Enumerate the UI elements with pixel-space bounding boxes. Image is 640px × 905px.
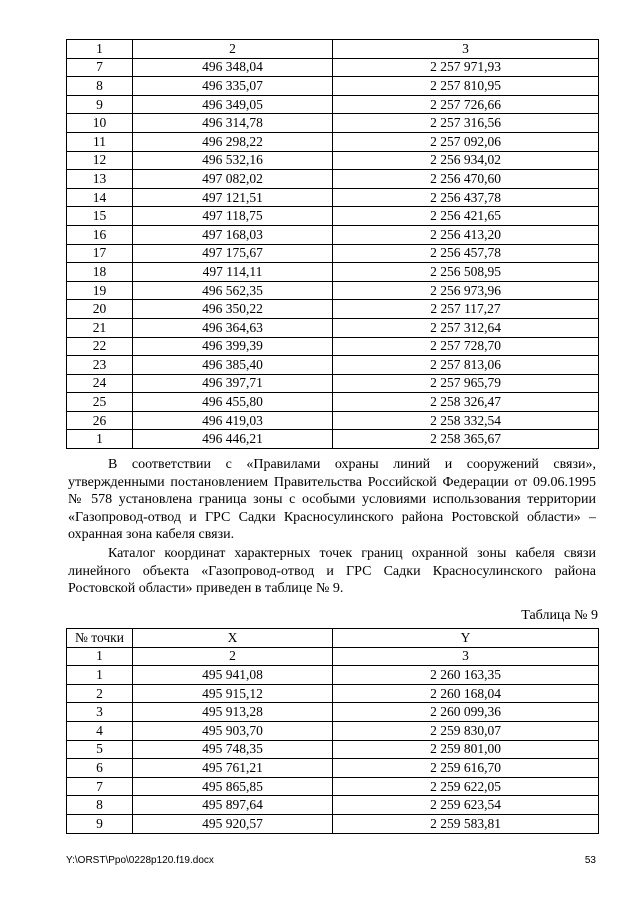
paragraph-text: Каталог координат характерных точек границ охранной зоны кабеля связи линейного объекта «Газопровод-отвод и ГРС Садки Красносулинского района Ростовской области» приведен в таблице № 9. xyxy=(68,546,596,597)
table-body xyxy=(67,58,599,448)
table-body xyxy=(67,666,599,833)
point-number-cell: 5 xyxy=(67,740,133,759)
point-number-cell: 6 xyxy=(67,759,133,778)
x-coordinate-cell: 497 121,51 xyxy=(133,188,333,207)
y-coordinate-cell: 2 257 092,06 xyxy=(333,132,599,151)
table-row xyxy=(67,374,599,393)
x-coordinate-cell: 496 399,39 xyxy=(133,337,333,356)
y-coordinate-cell: 2 256 508,95 xyxy=(333,263,599,282)
y-coordinate-cell: 2 259 616,70 xyxy=(333,759,599,778)
page-number: 53 xyxy=(584,855,596,866)
header-cell: 2 xyxy=(133,40,333,59)
y-coordinate-cell: 2 258 326,47 xyxy=(333,393,599,412)
table-row xyxy=(67,263,599,282)
table-row xyxy=(67,188,599,207)
table-row xyxy=(67,170,599,189)
y-coordinate-cell: 2 256 973,96 xyxy=(333,281,599,300)
x-coordinate-cell: 495 915,12 xyxy=(133,684,333,703)
point-number-cell: 16 xyxy=(67,225,133,244)
x-coordinate-cell: 496 397,71 xyxy=(133,374,333,393)
point-number-cell: 8 xyxy=(67,77,133,96)
x-coordinate-cell: 496 446,21 xyxy=(133,430,333,449)
table-row xyxy=(67,759,599,778)
point-number-cell: 21 xyxy=(67,318,133,337)
x-coordinate-cell: 495 941,08 xyxy=(133,666,333,685)
table-header-numbering xyxy=(67,647,599,666)
x-coordinate-cell: 496 532,16 xyxy=(133,151,333,170)
table-row xyxy=(67,95,599,114)
y-coordinate-cell: 2 257 728,70 xyxy=(333,337,599,356)
x-coordinate-cell: 495 903,70 xyxy=(133,721,333,740)
y-coordinate-cell: 2 260 168,04 xyxy=(333,684,599,703)
table-row xyxy=(67,666,599,685)
table-row xyxy=(67,796,599,815)
y-coordinate-cell: 2 260 163,35 xyxy=(333,666,599,685)
point-number-cell: 11 xyxy=(67,132,133,151)
x-coordinate-cell: 495 920,57 xyxy=(133,814,333,833)
table-row xyxy=(67,356,599,375)
y-coordinate-cell: 2 259 623,54 xyxy=(333,796,599,815)
table-row xyxy=(67,151,599,170)
y-coordinate-cell: 2 258 332,54 xyxy=(333,411,599,430)
column-header-y: Y xyxy=(333,629,599,648)
x-coordinate-cell: 495 761,21 xyxy=(133,759,333,778)
y-coordinate-cell: 2 257 965,79 xyxy=(333,374,599,393)
table-row xyxy=(67,740,599,759)
x-coordinate-cell: 495 913,28 xyxy=(133,703,333,722)
x-coordinate-cell: 495 865,85 xyxy=(133,777,333,796)
x-coordinate-cell: 496 348,04 xyxy=(133,58,333,77)
point-number-cell: 26 xyxy=(67,411,133,430)
y-coordinate-cell: 2 256 470,60 xyxy=(333,170,599,189)
paragraph-text: В соответствии с «Правилами охраны линий и сооружений связи», утвержденными постановлением Правительства Российской Федерации от 09.06.1995 № 578 установлена граница зоны с особыми условиями использования территории «Газопровод-отвод и ГРС Садки Красносулинского района Ростовской области» – охранная зона кабеля связи. xyxy=(68,457,596,543)
point-number-cell: 20 xyxy=(67,300,133,319)
y-coordinate-cell: 2 257 726,66 xyxy=(333,95,599,114)
table-header-columns xyxy=(67,629,599,648)
y-coordinate-cell: 2 257 810,95 xyxy=(333,77,599,96)
paragraph-catalog-reference xyxy=(68,545,596,598)
point-number-cell: 8 xyxy=(67,796,133,815)
table-row xyxy=(67,281,599,300)
header-cell: 3 xyxy=(333,647,599,666)
point-number-cell: 18 xyxy=(67,263,133,282)
table-row xyxy=(67,777,599,796)
x-coordinate-cell: 496 335,07 xyxy=(133,77,333,96)
x-coordinate-cell: 496 455,80 xyxy=(133,393,333,412)
point-number-cell: 25 xyxy=(67,393,133,412)
paragraph-protection-zone xyxy=(68,456,596,544)
point-number-cell: 15 xyxy=(67,207,133,226)
y-coordinate-cell: 2 257 971,93 xyxy=(333,58,599,77)
x-coordinate-cell: 496 350,22 xyxy=(133,300,333,319)
point-number-cell: 12 xyxy=(67,151,133,170)
y-coordinate-cell: 2 256 457,78 xyxy=(333,244,599,263)
point-number-cell: 9 xyxy=(67,814,133,833)
table-row xyxy=(67,703,599,722)
table-row xyxy=(67,300,599,319)
y-coordinate-cell: 2 258 365,67 xyxy=(333,430,599,449)
table-row xyxy=(67,114,599,133)
y-coordinate-cell: 2 256 437,78 xyxy=(333,188,599,207)
x-coordinate-cell: 496 385,40 xyxy=(133,356,333,375)
y-coordinate-cell: 2 256 934,02 xyxy=(333,151,599,170)
table-row xyxy=(67,430,599,449)
table-row xyxy=(67,411,599,430)
y-coordinate-cell: 2 260 099,36 xyxy=(333,703,599,722)
table-row xyxy=(67,318,599,337)
coordinates-table-9 xyxy=(66,628,599,834)
coordinates-table-continued xyxy=(66,39,599,449)
column-header-x: X xyxy=(133,629,333,648)
x-coordinate-cell: 497 175,67 xyxy=(133,244,333,263)
point-number-cell: 1 xyxy=(67,430,133,449)
y-coordinate-cell: 2 257 312,64 xyxy=(333,318,599,337)
point-number-cell: 7 xyxy=(67,58,133,77)
point-number-cell: 17 xyxy=(67,244,133,263)
y-coordinate-cell: 2 259 830,07 xyxy=(333,721,599,740)
x-coordinate-cell: 496 364,63 xyxy=(133,318,333,337)
point-number-cell: 3 xyxy=(67,703,133,722)
point-number-cell: 14 xyxy=(67,188,133,207)
header-cell: 2 xyxy=(133,647,333,666)
table-row xyxy=(67,721,599,740)
x-coordinate-cell: 497 168,03 xyxy=(133,225,333,244)
y-coordinate-cell: 2 256 421,65 xyxy=(333,207,599,226)
point-number-cell: 9 xyxy=(67,95,133,114)
header-cell: 1 xyxy=(67,40,133,59)
table-row xyxy=(67,393,599,412)
point-number-cell: 2 xyxy=(67,684,133,703)
y-coordinate-cell: 2 259 583,81 xyxy=(333,814,599,833)
point-number-cell: 22 xyxy=(67,337,133,356)
point-number-cell: 1 xyxy=(67,666,133,685)
y-coordinate-cell: 2 259 801,00 xyxy=(333,740,599,759)
point-number-cell: 4 xyxy=(67,721,133,740)
y-coordinate-cell: 2 257 117,27 xyxy=(333,300,599,319)
y-coordinate-cell: 2 257 813,06 xyxy=(333,356,599,375)
y-coordinate-cell: 2 257 316,56 xyxy=(333,114,599,133)
table-caption: Таблица № 9 xyxy=(521,608,598,623)
x-coordinate-cell: 497 082,02 xyxy=(133,170,333,189)
table-row xyxy=(67,337,599,356)
column-header-point-number: № точки xyxy=(67,629,133,648)
point-number-cell: 23 xyxy=(67,356,133,375)
x-coordinate-cell: 497 114,11 xyxy=(133,263,333,282)
table-header-numbering xyxy=(67,40,599,59)
point-number-cell: 13 xyxy=(67,170,133,189)
point-number-cell: 7 xyxy=(67,777,133,796)
x-coordinate-cell: 495 897,64 xyxy=(133,796,333,815)
point-number-cell: 19 xyxy=(67,281,133,300)
footer-file-path: Y:\ORST\Ppo\0228p120.f19.docx xyxy=(66,855,214,866)
table-row xyxy=(67,814,599,833)
table-row xyxy=(67,58,599,77)
y-coordinate-cell: 2 256 413,20 xyxy=(333,225,599,244)
x-coordinate-cell: 496 298,22 xyxy=(133,132,333,151)
table-row xyxy=(67,684,599,703)
table-row xyxy=(67,225,599,244)
table-row xyxy=(67,77,599,96)
x-coordinate-cell: 496 419,03 xyxy=(133,411,333,430)
x-coordinate-cell: 497 118,75 xyxy=(133,207,333,226)
table-row xyxy=(67,207,599,226)
y-coordinate-cell: 2 259 622,05 xyxy=(333,777,599,796)
x-coordinate-cell: 496 314,78 xyxy=(133,114,333,133)
point-number-cell: 24 xyxy=(67,374,133,393)
point-number-cell: 10 xyxy=(67,114,133,133)
table-row xyxy=(67,132,599,151)
table-row xyxy=(67,244,599,263)
x-coordinate-cell: 496 349,05 xyxy=(133,95,333,114)
x-coordinate-cell: 495 748,35 xyxy=(133,740,333,759)
header-cell: 3 xyxy=(333,40,599,59)
x-coordinate-cell: 496 562,35 xyxy=(133,281,333,300)
header-cell: 1 xyxy=(67,647,133,666)
